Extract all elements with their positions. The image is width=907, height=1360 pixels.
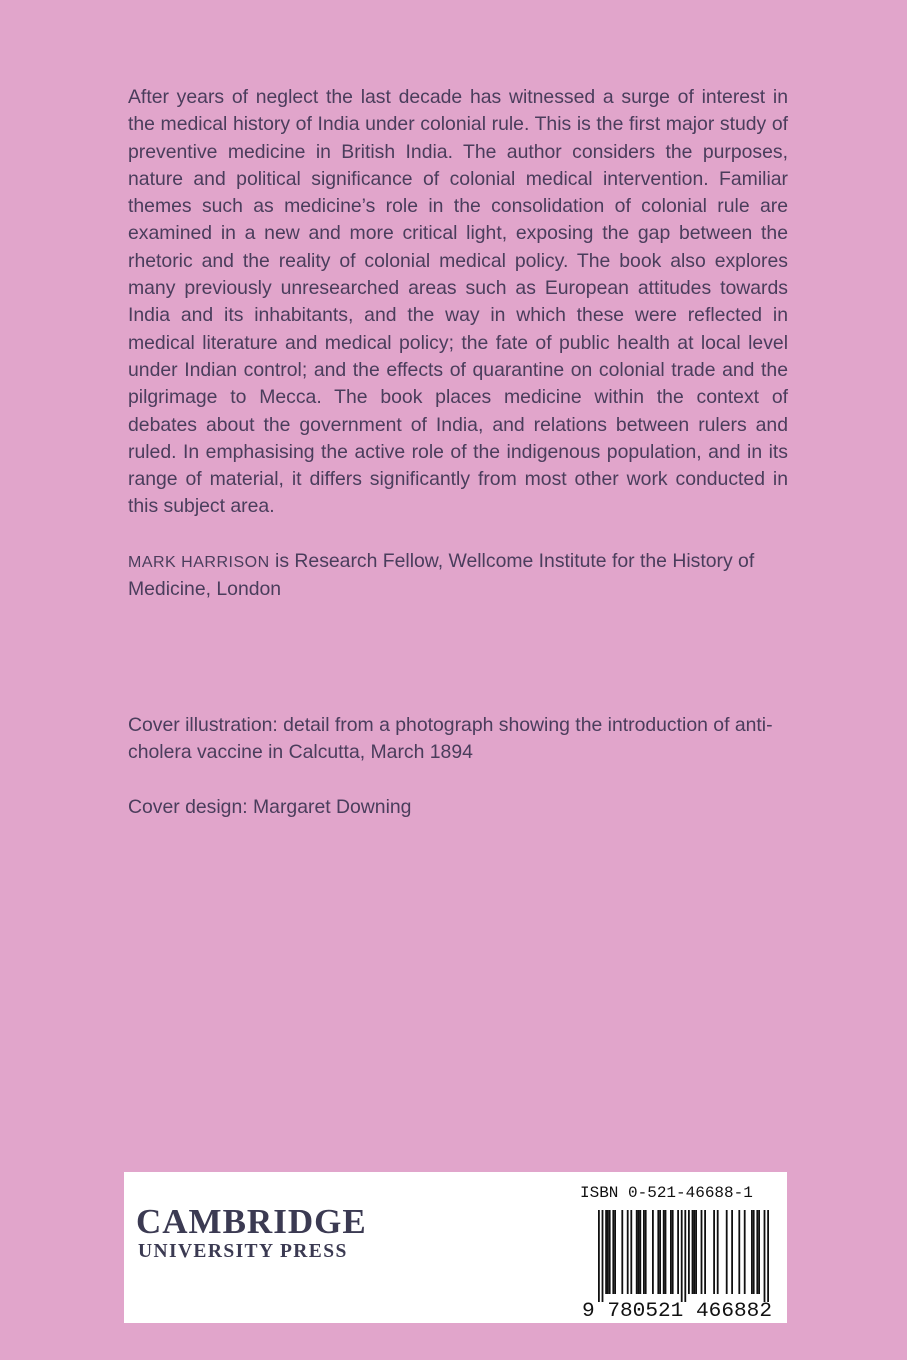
barcode-bar bbox=[731, 1210, 733, 1294]
author-note bbox=[128, 548, 788, 604]
barcode-bar bbox=[612, 1210, 614, 1294]
barcode-bar bbox=[602, 1210, 604, 1302]
barcode-bar bbox=[713, 1210, 715, 1294]
isbn-barcode bbox=[582, 1210, 774, 1320]
barcode-bar bbox=[609, 1210, 611, 1294]
barcode-bar bbox=[726, 1210, 728, 1294]
barcode-bar bbox=[630, 1210, 632, 1294]
barcode-bar bbox=[636, 1210, 638, 1294]
barcode-bar bbox=[643, 1210, 645, 1294]
barcode-bar bbox=[753, 1210, 755, 1294]
isbn-label: ISBN 0-521-46688-1 bbox=[580, 1184, 753, 1202]
barcode-bar bbox=[607, 1210, 609, 1294]
author-name: MARK HARRISON bbox=[128, 554, 270, 571]
barcode-bar bbox=[614, 1210, 616, 1294]
barcode-bar bbox=[717, 1210, 719, 1294]
barcode-graphic bbox=[582, 1210, 774, 1320]
publisher-name: CAMBRIDGE bbox=[136, 1202, 367, 1241]
barcode-bar bbox=[701, 1210, 703, 1294]
barcode-bar bbox=[638, 1210, 640, 1294]
cover-design-credit: Cover design: Margaret Downing bbox=[128, 796, 412, 818]
barcode-bar bbox=[677, 1210, 679, 1294]
barcode-bar bbox=[672, 1210, 674, 1294]
barcode-bar bbox=[767, 1210, 769, 1302]
barcode-bar bbox=[670, 1210, 672, 1294]
barcode-number: 9 780521 466882 bbox=[582, 1300, 772, 1320]
barcode-bar bbox=[751, 1210, 753, 1294]
barcode-bar bbox=[688, 1210, 690, 1294]
barcode-bar bbox=[621, 1210, 623, 1294]
barcode-bar bbox=[665, 1210, 667, 1294]
barcode-bar bbox=[605, 1210, 607, 1294]
barcode-bar bbox=[652, 1210, 654, 1294]
barcode-bar bbox=[764, 1210, 766, 1302]
barcode-bar bbox=[758, 1210, 760, 1294]
publisher-panel bbox=[124, 1172, 787, 1323]
barcode-bar bbox=[639, 1210, 641, 1294]
barcode-bar bbox=[704, 1210, 706, 1294]
barcode-bar bbox=[627, 1210, 629, 1294]
publisher-subname: UNIVERSITY PRESS bbox=[138, 1241, 348, 1262]
barcode-bar bbox=[744, 1210, 746, 1294]
barcode-bar bbox=[684, 1210, 686, 1302]
barcode-bar bbox=[692, 1210, 694, 1294]
barcode-bar bbox=[645, 1210, 647, 1294]
barcode-bar bbox=[657, 1210, 659, 1294]
barcode-bar bbox=[695, 1210, 697, 1294]
barcode-bar bbox=[693, 1210, 695, 1294]
barcode-bar bbox=[756, 1210, 758, 1294]
barcode-bar bbox=[681, 1210, 683, 1302]
publisher-logo bbox=[136, 1204, 367, 1264]
cover-illustration-credit: Cover illustration: detail from a photograph showing the introduction of anti-cholera vaccine in Calcutta, March 1894 bbox=[128, 714, 773, 764]
barcode-bar bbox=[659, 1210, 661, 1294]
barcode-bar bbox=[598, 1210, 600, 1302]
blurb-text: After years of neglect the last decade has witnessed a surge of interest in the medical history of India under colonial rule. This is the first major study of preventive medicine in British India. The author considers the purposes, nature and political significance of colonial medical intervention. Familiar themes such as medicine’s role in the consolidation of colonial rule are examined in a new and more critical light, exposing the gap between the rhetoric and the reality of colonial medical policy. The book also explores many previously unresearched areas such as European attitudes towards India and its inhabitants, and the way in which these were reflected in medical literature and medical policy; the fate of public health at local level under Indian control; and the effects of quarantine on colonial trade and the pilgrimage to Mecca. The book places medicine within the context of debates about the government of India, and relations between rulers and ruled. In emphasising the active role of the indigenous population, and in its range of material, it differs significantly from most other work conducted in this subject area. bbox=[128, 86, 788, 518]
author-description: is Research Fellow, Wellcome Institute for the History of Medicine, London bbox=[128, 550, 755, 601]
barcode-bar bbox=[663, 1210, 665, 1294]
barcode-bar bbox=[738, 1210, 740, 1294]
